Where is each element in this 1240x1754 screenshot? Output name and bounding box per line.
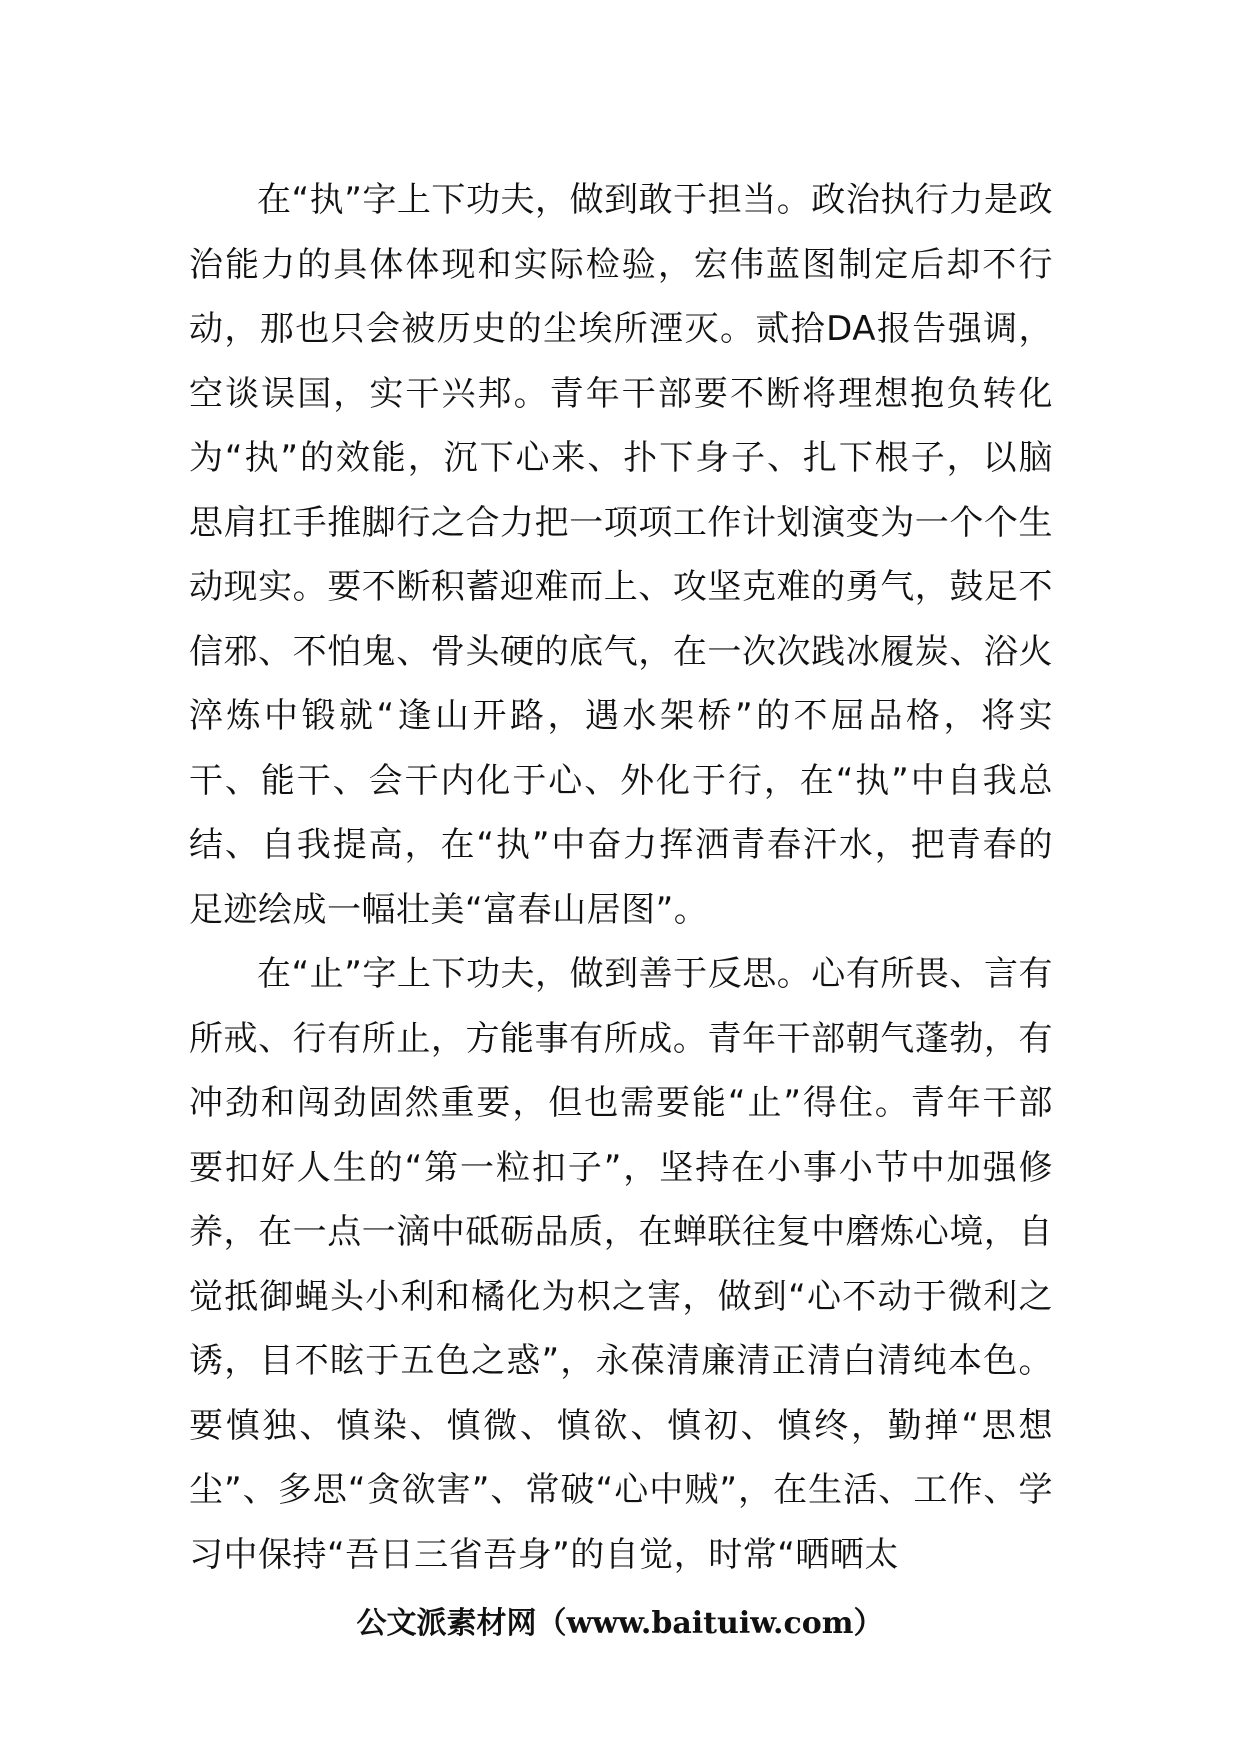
paragraph-zhi-restraint: 在“止”字上下功夫，做到善于反思。心有所畏、言有所戒、行有所止，方能事有所成。青年干部朝气蓬勃，有冲劲和闯劲固然重要，但也需要能“止”得住。青年干部要扣好人生的“第一粒扣子”，坚持在小事小节中加强修养，在一点一滴中砥砺品质，在蝉联往复中磨炼心境，自觉抵御蝇头小利和橘化为枳之害，做到“心不动于微利之诱，目不眩于五色之惑”，永葆清廉清正清白清纯本色。要慎独、慎染、慎微、慎欲、慎初、慎终，勤掸“思想尘”、多思“贪欲害”、常破“心中贼”，在生活、工作、学习中保持“吾日三省吾身”的自觉，时常“晒晒太 — [189, 954, 1053, 1575]
paragraph-zhi-execution: 在“执”字上下功夫，做到敢于担当。政治执行力是政治能力的具体体现和实际检验，宏伟蓝图制定后却不行动，那也只会被历史的尘埃所湮灭。贰拾DA报告强调，空谈误国，实干兴邦。青年干部要不断将理想抱负转化为“执”的效能，沉下心来、扑下身子、扎下根子，以脑思肩扛手推脚行之合力把一项项工作计划演变为一个个生动现实。要不断积蓄迎难而上、攻坚克难的勇气，鼓足不信邪、不怕鬼、骨头硬的底气，在一次次践冰履炭、浴火淬炼中锻就“逢山开路，遇水架桥”的不屈品格，将实干、能干、会干内化于心、外化于行，在“执”中自我总结、自我提高，在“执”中奋力挥洒青春汗水，把青春的足迹绘成一幅壮美“富春山居图”。 — [189, 180, 1053, 930]
document-body — [189, 168, 1053, 1587]
page-footer-watermark: 公文派素材网（www.baituiw.com） — [356, 1606, 884, 1641]
